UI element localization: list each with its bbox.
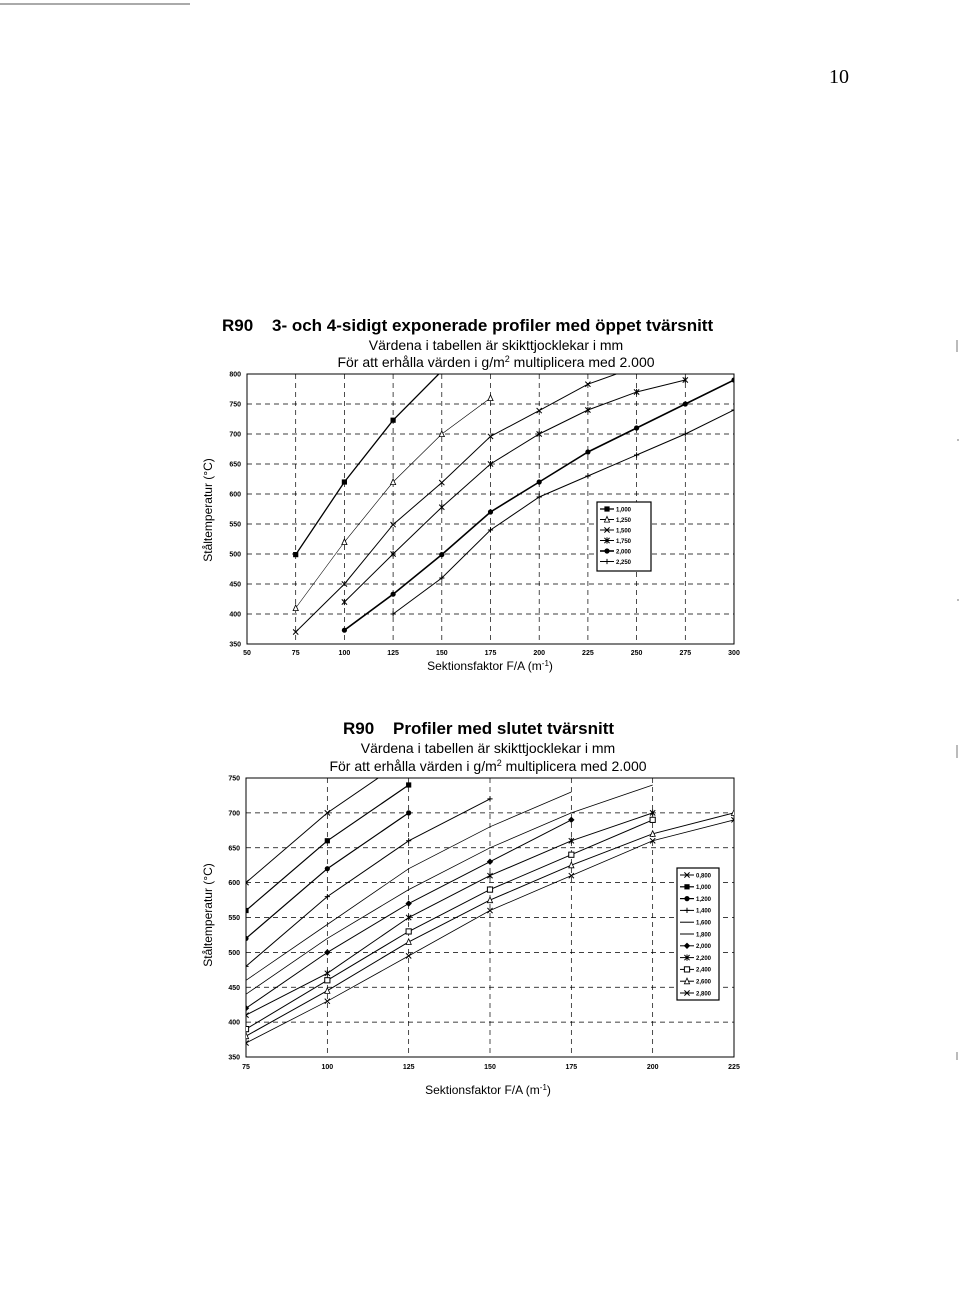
legend-label: 1,250 xyxy=(616,517,632,524)
y-tick-label: 650 xyxy=(229,461,241,469)
x-tick-label: 225 xyxy=(728,1064,740,1071)
data-point xyxy=(683,401,688,406)
data-point xyxy=(487,859,493,865)
series-line-2-400 xyxy=(246,820,653,1029)
data-point xyxy=(634,425,639,430)
data-point xyxy=(487,796,492,801)
y-tick-label: 700 xyxy=(229,431,241,439)
scan-margin-marks xyxy=(957,340,959,1060)
data-point xyxy=(293,552,298,557)
series-line-2-250 xyxy=(393,410,734,614)
x-tick-label: 75 xyxy=(242,1064,250,1071)
legend-label: 1,400 xyxy=(696,908,712,915)
data-point xyxy=(439,504,444,510)
series-line-1-500 xyxy=(296,367,637,632)
legend-label: 1,200 xyxy=(696,896,712,903)
chart2-title: Profiler med slutet tvärsnitt xyxy=(393,719,615,738)
chart1-subtitle-2: För att erhålla värden i $g/m^2$ multiplicera med 2.000 xyxy=(337,354,655,370)
legend-label: 0,800 xyxy=(696,873,712,880)
data-point xyxy=(325,838,330,843)
legend-label: 2,800 xyxy=(696,991,712,998)
data-point xyxy=(439,552,444,557)
legend-label: 1,000 xyxy=(616,507,632,514)
data-point xyxy=(634,452,639,457)
legend-marker xyxy=(684,896,689,901)
y-tick-label: 600 xyxy=(228,880,240,888)
legend-label: 2,600 xyxy=(696,979,712,986)
chart2-y-axis-label: Ståltemperatur (°C) xyxy=(201,863,215,967)
x-tick-label: 200 xyxy=(533,650,546,657)
chart1-x-axis-label: Sektionsfaktor F/A $(m^{-1})$ xyxy=(427,659,553,673)
data-point xyxy=(342,599,347,605)
legend xyxy=(677,868,719,1000)
data-point xyxy=(731,377,736,382)
series-line-1-800 xyxy=(246,785,653,994)
chart2-title-prefix: R90 xyxy=(343,719,375,738)
x-tick-label: 300 xyxy=(728,650,740,657)
data-point xyxy=(342,628,347,633)
data-point xyxy=(406,782,411,787)
data-point xyxy=(325,978,330,983)
y-tick-label: 600 xyxy=(229,491,241,499)
page-number: 10 xyxy=(829,66,849,88)
legend-label: 2,400 xyxy=(696,967,712,974)
data-point xyxy=(406,929,411,934)
x-tick-label: 200 xyxy=(646,1064,659,1071)
series-group xyxy=(243,754,737,1045)
legend xyxy=(597,502,651,571)
data-point xyxy=(406,939,411,945)
x-tick-label: 250 xyxy=(630,650,643,657)
chart2-subtitle-1: Värdena i tabellen är skikttjocklekar i mm xyxy=(360,740,616,756)
x-tick-label: 100 xyxy=(338,650,351,657)
data-point xyxy=(405,900,411,906)
chart2-x-axis-label: Sektionsfaktor F/A $(m^{-1})$ xyxy=(425,1083,551,1097)
legend-label: 1,600 xyxy=(696,920,712,927)
data-point xyxy=(325,970,330,976)
data-point xyxy=(406,953,411,958)
data-point xyxy=(568,817,574,823)
x-tick-label: 50 xyxy=(243,650,251,657)
y-tick-label: 800 xyxy=(229,371,241,379)
x-tick-label: 125 xyxy=(402,1064,415,1071)
y-tick-label: 550 xyxy=(228,915,240,922)
x-tick-label: 125 xyxy=(387,650,399,657)
data-point xyxy=(243,908,248,913)
y-tick-label: 450 xyxy=(229,581,241,589)
data-point xyxy=(391,479,396,485)
chart2-subtitle-2: För att erhålla värden i $g/m^2$ multiplicera med 2.000 xyxy=(329,758,647,774)
legend-label: 1,500 xyxy=(616,528,632,535)
chart2-plot xyxy=(228,754,740,1071)
x-tick-label: 100 xyxy=(321,1064,334,1071)
y-tick-label: 350 xyxy=(228,1054,240,1062)
data-point xyxy=(391,592,396,597)
y-tick-label: 400 xyxy=(228,1019,240,1027)
data-point xyxy=(325,988,330,994)
x-tick-label: 225 xyxy=(582,650,594,657)
data-point xyxy=(537,479,542,484)
legend-label: 2,200 xyxy=(696,955,712,962)
legend-marker xyxy=(684,884,689,889)
legend-label: 1,800 xyxy=(696,932,712,939)
data-point xyxy=(243,1012,248,1018)
data-point xyxy=(325,866,330,871)
x-tick-label: 150 xyxy=(484,1064,496,1071)
data-point xyxy=(585,407,590,413)
legend-label: 2,000 xyxy=(616,549,632,556)
y-tick-label: 350 xyxy=(229,641,241,649)
series-line-1-000 xyxy=(296,371,442,555)
x-tick-label: 150 xyxy=(435,650,448,657)
x-tick-label: 275 xyxy=(679,650,692,657)
series-line-1-200 xyxy=(246,813,409,939)
y-tick-label: 750 xyxy=(229,401,241,409)
y-tick-label: 500 xyxy=(229,551,241,559)
data-point xyxy=(324,949,330,955)
data-point xyxy=(650,817,655,822)
x-tick-label: 75 xyxy=(291,650,300,657)
x-tick-label: 175 xyxy=(565,1064,578,1071)
series-group xyxy=(293,364,737,634)
data-point xyxy=(243,1005,249,1011)
legend-marker xyxy=(684,967,689,972)
legend-marker xyxy=(604,506,609,511)
y-tick-label: 500 xyxy=(228,949,240,957)
data-point xyxy=(487,873,492,879)
y-tick-label: 650 xyxy=(228,845,240,853)
chart1-plot xyxy=(229,364,740,657)
y-tick-label: 750 xyxy=(228,775,240,783)
y-tick-label: 700 xyxy=(228,810,240,818)
legend-marker xyxy=(604,548,609,553)
data-point xyxy=(569,852,574,857)
data-point xyxy=(488,395,493,401)
legend-label: 2,000 xyxy=(696,944,712,951)
gridlines xyxy=(247,374,734,644)
data-point xyxy=(243,1027,248,1032)
data-point xyxy=(243,936,248,941)
y-tick-label: 550 xyxy=(229,521,241,529)
y-tick-label: 450 xyxy=(228,984,240,992)
data-point xyxy=(243,1033,248,1039)
chart1-subtitle-1: Värdena i tabellen är skikttjocklekar i mm xyxy=(368,337,624,353)
x-tick-label: 175 xyxy=(484,650,497,657)
data-point xyxy=(487,887,492,892)
data-point xyxy=(342,479,347,484)
data-point xyxy=(488,509,493,514)
data-point xyxy=(569,838,574,844)
chart1-title-prefix: R90 xyxy=(222,316,254,335)
y-tick-label: 400 xyxy=(229,611,241,619)
data-point xyxy=(683,431,688,436)
data-point xyxy=(585,449,590,454)
data-point xyxy=(731,407,736,412)
legend-label: 1,000 xyxy=(696,885,712,892)
chart1-title: 3- och 4-sidigt exponerade profiler med öppet tvärsnitt xyxy=(272,316,714,335)
data-point xyxy=(406,810,411,815)
legend-label: 2,250 xyxy=(616,559,632,566)
legend-label: 1,750 xyxy=(616,538,632,545)
data-point xyxy=(585,473,590,478)
chart1-y-axis-label: Ståltemperatur (°C) xyxy=(201,458,215,562)
data-point xyxy=(391,418,396,423)
